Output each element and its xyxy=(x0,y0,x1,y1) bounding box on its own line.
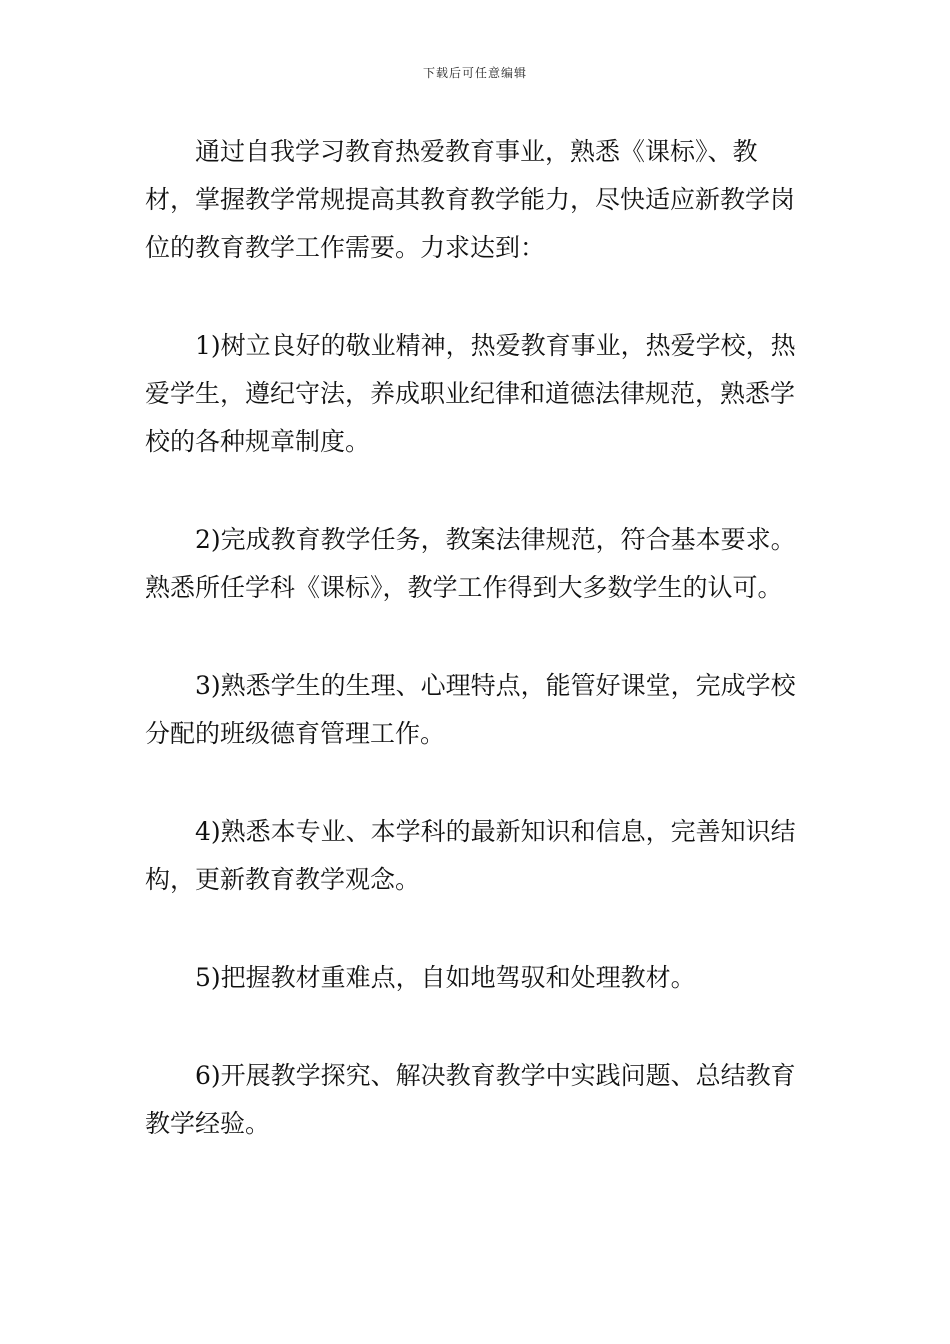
intro-paragraph: 通过自我学习教育热爱教育事业，熟悉《课标》、教材，掌握教学常规提高其教育教学能力，尽快适应新教学岗位的教育教学工作需要。力求达到： xyxy=(145,137,796,262)
item-4-paragraph: 4)熟悉本专业、本学科的最新知识和信息，完善知识结构，更新教育教学观念。 xyxy=(145,817,796,894)
item-2-paragraph: 2)完成教育教学任务，教案法律规范，符合基本要求。熟悉所任学科《课标》，教学工作得到大多数学生的认可。 xyxy=(145,525,796,602)
page-header: 下载后可任意编辑 xyxy=(422,66,527,80)
item-3-paragraph: 3)熟悉学生的生理、心理特点，能管好课堂，完成学校分配的班级德育管理工作。 xyxy=(145,671,796,748)
document-body xyxy=(145,128,807,1148)
item-6-paragraph: 6)开展教学探究、解决教育教学中实践问题、总结教育教学经验。 xyxy=(145,1061,796,1138)
item-5-paragraph: 5)把握教材重难点，自如地驾驭和处理教材。 xyxy=(195,963,696,992)
item-1-paragraph: 1)树立良好的敬业精神，热爱教育事业，热爱学校，热爱学生，遵纪守法，养成职业纪律和道德法律规范，熟悉学校的各种规章制度。 xyxy=(145,331,796,456)
